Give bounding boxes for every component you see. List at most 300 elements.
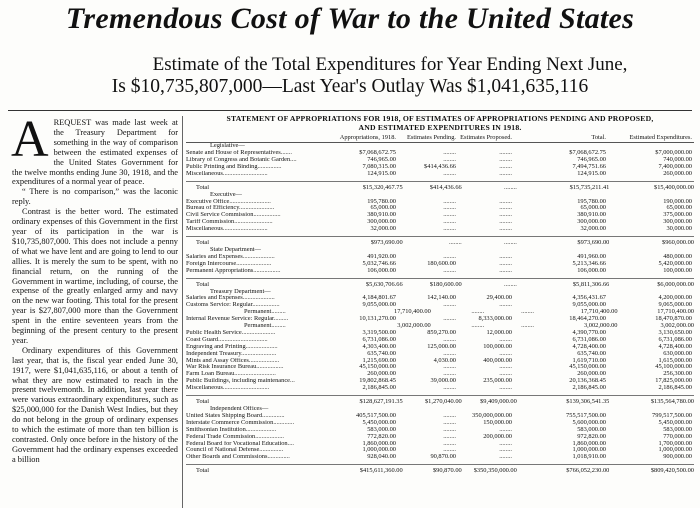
row-label: Independent Treasury...................... [186, 350, 277, 357]
cell-d [522, 247, 612, 254]
cell-d: $139,306,541.35 [566, 399, 610, 406]
cell-c: ........ [499, 205, 512, 212]
cell-d: 32,000.00 [580, 226, 606, 233]
article-paragraph: “ There is no comparison,” was the laconic reply. [12, 187, 178, 207]
header-label-spacer [186, 134, 320, 141]
cell-e: $6,000,000.00 [657, 281, 694, 288]
cell-b: ........ [471, 323, 485, 330]
row-label: State Department— [210, 246, 261, 253]
cell-b: ........ [443, 447, 456, 454]
cell-e: 770,000.00 [663, 433, 692, 440]
row-label: Total [196, 399, 210, 406]
header-total: Total. [591, 134, 606, 141]
row-label: Miscellaneous............................ [186, 226, 268, 233]
cell-b: 859,270.00 [427, 329, 456, 336]
cell-b [411, 247, 468, 254]
row-label: Executive— [210, 191, 242, 198]
cell-a: 32,000.00 [370, 226, 396, 233]
total-separator [186, 178, 694, 182]
cell-d: 18,464,270.00 [569, 316, 606, 323]
table-row [186, 364, 694, 371]
table-row [186, 150, 694, 157]
cell-c [468, 192, 522, 199]
header-appropriations: Appropriations, 1918. [339, 134, 396, 141]
cell-e: 300,000.00 [663, 219, 692, 226]
row-label: Miscellaneous............................ [186, 170, 268, 177]
cell-a: 583,000.00 [367, 426, 396, 433]
cell-e: 900,000.00 [663, 454, 692, 461]
cell-a: 772,820.00 [367, 433, 396, 440]
cell-c: ........ [499, 336, 512, 343]
cell-d: $5,811,306.66 [572, 281, 610, 288]
cell-e: $960,000.00 [662, 240, 694, 247]
cell-a: 5,032,746.66 [362, 260, 396, 267]
dropcap: A [11, 111, 49, 168]
cell-a: $128,627,191.35 [359, 399, 403, 406]
table-section-row [186, 247, 694, 254]
cell-e: 740,000.00 [663, 157, 692, 164]
table-row [186, 330, 694, 337]
row-label: Total [196, 281, 210, 288]
cell-b: ........ [448, 240, 462, 247]
cell-e: 17,710,400.00 [657, 309, 694, 316]
cell-a: $5,630,706.66 [365, 281, 403, 288]
table-row [186, 309, 694, 316]
cell-c [468, 143, 522, 150]
cell-c [468, 406, 522, 413]
header-estimates-proposed: Estimates Proposed. [460, 134, 512, 141]
cell-c: 400,000.00 [483, 357, 512, 364]
cell-a: 4,184,801.67 [362, 295, 396, 302]
cell-a: 3,002,000.00 [397, 323, 431, 330]
cell-d: 300,000.00 [577, 219, 606, 226]
cell-b: 125,000.00 [427, 343, 456, 350]
cell-d: $973,690.00 [577, 240, 610, 247]
cell-a: 491,920.00 [367, 253, 396, 260]
total-separator [186, 461, 694, 465]
row-label: Public Buildings, including maintenance... [186, 378, 295, 385]
cell-b: ........ [443, 150, 456, 157]
header-rule [8, 110, 692, 111]
cell-e: $135,564,780.00 [650, 399, 694, 406]
table-row [186, 226, 694, 233]
cell-e: 799,517,500.00 [652, 412, 692, 419]
row-label: Permanent......... [244, 323, 286, 330]
cell-e: 1,000,000.00 [658, 447, 692, 454]
total-separator [186, 233, 694, 237]
row-label: Permanent......... [244, 309, 286, 316]
cell-e: 7,400,000.00 [658, 163, 692, 170]
cell-c: ........ [499, 226, 512, 233]
cell-d: 583,000.00 [577, 426, 606, 433]
cell-d: 1,619,710.00 [572, 357, 606, 364]
row-label: Permanent Appropriations................. [186, 267, 281, 274]
row-label: Total [196, 240, 210, 247]
cell-b: ........ [443, 253, 456, 260]
row-label: War Risk Insurance Bureau................. [186, 364, 284, 371]
cell-b: $90,870.00 [432, 468, 462, 475]
row-label: Customs Service: Regular................. [186, 302, 280, 309]
cell-c: ........ [521, 309, 534, 316]
cell-c: ........ [499, 371, 512, 378]
cell-d: 1,018,910.00 [572, 454, 606, 461]
cell-d: 380,910.00 [577, 212, 606, 219]
row-label: Other Boards and Commissions.............. [186, 454, 290, 461]
cell-c: $350,350,000.00 [473, 468, 517, 475]
table-section-row [186, 143, 694, 150]
cell-c: ........ [499, 170, 512, 177]
cell-d: 4,390,770.00 [572, 329, 606, 336]
table-row [186, 254, 694, 261]
cell-e: 3,130,650.00 [658, 329, 692, 336]
row-label: Total [196, 468, 210, 475]
row-label: Smithsonian Institution................... [186, 426, 277, 433]
row-label: Executive Office.......................... [186, 198, 271, 205]
row-label: Federal Board for Vocational Education.... [186, 440, 295, 447]
cell-b: ........ [443, 440, 456, 447]
cell-a: 7,080,315.00 [362, 163, 396, 170]
cell-c: 12,000.00 [486, 329, 512, 336]
table-row [186, 199, 694, 206]
cell-c: ........ [521, 323, 534, 330]
row-label: Federal Trade Commission.................. [186, 433, 284, 440]
table-row [186, 171, 694, 178]
cell-d: 5,600,000.00 [572, 419, 606, 426]
cell-a: 1,860,000.00 [362, 440, 396, 447]
cell-b: 90,870.00 [430, 454, 456, 461]
table-title-line-1: STATEMENT OF APPROPRIATIONS FOR 1918, OF ESTIMATES OF APPROPRIATIONS PENDING AND PROPOSED, [226, 114, 654, 123]
cell-a: 4,303,400.00 [362, 343, 396, 350]
cell-a: 2,186,845.00 [362, 385, 396, 392]
table-row [186, 441, 694, 448]
cell-a [338, 406, 411, 413]
cell-c: 200,000.00 [483, 433, 512, 440]
cell-d: 746,965.00 [577, 157, 606, 164]
cell-d: 65,000.00 [580, 205, 606, 212]
cell-e: $7,000,000.00 [655, 150, 692, 157]
cell-d: 5,213,346.66 [572, 260, 606, 267]
cell-d: 972,820.00 [577, 433, 606, 440]
cell-e: 4,728,400.00 [658, 343, 692, 350]
cell-d: 6,731,086.00 [572, 336, 606, 343]
article-paragraph: Ordinary expenditures of this Government last year, that is, the fiscal year ended June 30, 1917, were $1,041,635,116, or about a tenth of what they are now estimated to reach in the present twelvemonth. In addition, last year there were various extraordinary expenditures, such as $25,000,000 for the Danish West Indies, but they do not belong in the group of ordinary expenses to which the estimate of more than ten billion is contrasted. Only once before in the history of the Government had the ordinary expenses exceeded a billion [12, 345, 178, 464]
row-label: Tariff Commission........................ [186, 219, 273, 226]
table-row [186, 323, 694, 330]
cell-e: 4,200,000.00 [658, 295, 692, 302]
cell-b: ........ [443, 419, 456, 426]
row-label: Internal Revenue Service: Regular......... [186, 316, 289, 323]
cell-d: 124,915.00 [577, 170, 606, 177]
cell-a: 17,710,400.00 [394, 309, 431, 316]
cell-b [411, 289, 468, 296]
cell-c: ........ [499, 447, 512, 454]
cell-e: 375,000.00 [663, 212, 692, 219]
row-label: Salaries and Expenses.................... [186, 253, 275, 260]
row-label: Miscellaneous............................. [186, 385, 270, 392]
cell-c: 350,000,000.00 [472, 412, 512, 419]
table-row [186, 219, 694, 226]
table-row [186, 413, 694, 420]
column-rule [182, 116, 183, 508]
cell-b: ........ [443, 198, 456, 205]
cell-b: ........ [443, 219, 456, 226]
cell-c: ........ [499, 150, 512, 157]
table-row [186, 164, 694, 171]
cell-e: 6,731,086.00 [658, 336, 692, 343]
cell-c: ........ [499, 260, 512, 267]
cell-e: 260,000.00 [663, 170, 692, 177]
cell-a: 380,910.00 [367, 212, 396, 219]
cell-b: $1,270,040.00 [424, 399, 462, 406]
cell-b: ........ [443, 433, 456, 440]
cell-c: ........ [499, 385, 512, 392]
table-total-row [186, 468, 694, 475]
table-total-row [186, 185, 694, 192]
article-column [11, 111, 178, 465]
cell-e: 18,470,870.00 [655, 316, 692, 323]
cell-b: ........ [443, 226, 456, 233]
table-title-line-2: AND ESTIMATED EXPENDITURES IN 1918. [358, 123, 522, 132]
cell-b: ........ [443, 212, 456, 219]
cell-a [338, 143, 411, 150]
cell-e: $15,400,000.00 [654, 184, 694, 191]
table-total-row [186, 240, 694, 247]
table-row [186, 337, 694, 344]
cell-b: ........ [443, 170, 456, 177]
table-row [186, 212, 694, 219]
total-separator [186, 392, 694, 396]
cell-a: 9,055,000.00 [362, 302, 396, 309]
cell-d: 4,356,431.67 [572, 295, 606, 302]
cell-b: ........ [443, 412, 456, 419]
cell-c: ........ [499, 253, 512, 260]
cell-b: ........ [443, 371, 456, 378]
cell-d: 2,186,845.00 [572, 385, 606, 392]
cell-a: 106,000.00 [367, 267, 396, 274]
cell-b: ........ [443, 385, 456, 392]
cell-a: 928,040.00 [367, 454, 396, 461]
cell-c: ........ [499, 364, 512, 371]
cell-c: ........ [499, 267, 512, 274]
row-label: Bureau of Efficiency...................... [186, 205, 275, 212]
cell-a: 3,319,500.00 [362, 329, 396, 336]
cell-a: 260,000.00 [367, 371, 396, 378]
cell-c: ........ [499, 163, 512, 170]
table-row [186, 385, 694, 392]
cell-c [468, 289, 522, 296]
cell-d: 106,000.00 [577, 267, 606, 274]
row-label: Mints and Assay Offices................... [186, 357, 280, 364]
cell-d: 7,494,751.66 [572, 163, 606, 170]
row-label: Legislative— [210, 143, 245, 150]
cell-a: 1,215,690.00 [362, 357, 396, 364]
row-label: Coast Guard............................... [186, 336, 268, 343]
cell-b [411, 143, 468, 150]
row-label: Senate and House of Representatives....... [186, 150, 292, 157]
cell-e: 480,000.00 [663, 253, 692, 260]
cell-b: ........ [443, 364, 456, 371]
cell-e: 630,000.00 [663, 350, 692, 357]
article-paragraph: REQUEST was made last week at the Treasury Department for something in the way of comparison between the estimated expenses of the United States Government for the twelve months ending June 30, 1918, and the expenditures of a normal year of peace. [12, 118, 178, 187]
row-label: Public Printing and Binding............... [186, 163, 282, 170]
cell-c: $9,409,000.00 [480, 399, 517, 406]
cell-b: ........ [443, 336, 456, 343]
table-header-row [186, 134, 694, 143]
cell-b [411, 406, 468, 413]
header-estimated-expenditures: Estimated Expenditures. [629, 134, 692, 141]
cell-d: 755,517,500.00 [566, 412, 606, 419]
cell-d [522, 406, 612, 413]
cell-e [612, 192, 694, 199]
row-label: Council of National Defense............... [186, 447, 284, 454]
cell-a: 6,731,086.00 [362, 336, 396, 343]
cell-c: ........ [499, 157, 512, 164]
table-row [186, 378, 694, 385]
table-row [186, 434, 694, 441]
row-label: Total [196, 184, 210, 191]
cell-a: $7,068,672.75 [359, 150, 396, 157]
cell-c: ........ [499, 426, 512, 433]
cell-d: 1,860,000.00 [572, 440, 606, 447]
cell-e: 3,002,000.00 [660, 323, 694, 330]
table-row [186, 268, 694, 275]
cell-b: $414,436.66 [424, 163, 456, 170]
table-total-row [186, 399, 694, 406]
cell-c [468, 247, 522, 254]
cell-a: 10,131,270.00 [359, 316, 396, 323]
cell-b: 180,600.00 [427, 260, 456, 267]
cell-b: ........ [443, 316, 456, 323]
cell-d: 45,150,000.00 [569, 364, 606, 371]
cell-e: 45,100,000.00 [655, 364, 692, 371]
cell-b: ........ [443, 205, 456, 212]
cell-c: ........ [499, 219, 512, 226]
cell-c: ........ [499, 198, 512, 205]
table-row [186, 447, 694, 454]
cell-e: 190,000.00 [663, 198, 692, 205]
row-label: Salaries and Expenses.................... [186, 295, 275, 302]
cell-b: ........ [443, 350, 456, 357]
cell-e: 1,700,000.00 [658, 440, 692, 447]
cell-e: 17,825,000.00 [655, 378, 692, 385]
cell-c: ........ [499, 302, 512, 309]
table-row [186, 302, 694, 309]
table-row [186, 295, 694, 302]
cell-e: 9,065,000.00 [658, 302, 692, 309]
cell-b: ........ [443, 267, 456, 274]
cell-e: 100,000.00 [663, 267, 692, 274]
cell-d: 491,960.00 [577, 253, 606, 260]
cell-a: 65,000.00 [370, 205, 396, 212]
cell-d [522, 143, 612, 150]
cell-e: 2,186,845.00 [658, 385, 692, 392]
cell-a: $15,320,467.75 [362, 184, 403, 191]
table-row [186, 205, 694, 212]
cell-a: 405,517,500.00 [356, 412, 396, 419]
table-section-row [186, 406, 694, 413]
table-row [186, 371, 694, 378]
cell-b: 39,000.00 [430, 378, 456, 385]
header-estimates-pending: Estimates Pending. [407, 134, 456, 141]
table-row [186, 261, 694, 268]
cell-a: $415,611,360.00 [359, 468, 403, 475]
row-label: Civil Service Commission................. [186, 212, 281, 219]
subheadline-1: Estimate of the Total Expenditures for Year Ending Next June, [152, 54, 628, 75]
table-body [186, 143, 694, 475]
cell-e: 256,300.00 [663, 371, 692, 378]
table-row [186, 454, 694, 461]
cell-a: 195,780.00 [367, 198, 396, 205]
cell-d: $15,735,211.41 [569, 184, 610, 191]
cell-a [338, 289, 411, 296]
cell-e [612, 247, 694, 254]
row-label: Interstate Commerce Commission............. [186, 419, 295, 426]
table-row [186, 316, 694, 323]
cell-d: $766,052,230.00 [566, 468, 610, 475]
cell-d: 1,000,000.00 [572, 447, 606, 454]
headline: Tremendous Cost of War to the United States [65, 2, 635, 35]
cell-e: 65,000.00 [666, 205, 692, 212]
subheadline-2: Is $10,735,807,000—Last Year's Outlay Was $1,041,635,116 [111, 76, 589, 97]
cell-c: 150,000.00 [483, 419, 512, 426]
table-section-row [186, 192, 694, 199]
cell-a: 5,450,000.00 [362, 419, 396, 426]
cell-d: $7,068,672.75 [569, 150, 606, 157]
cell-d [522, 289, 612, 296]
cell-b: ........ [471, 309, 485, 316]
cell-d: 20,136,368.45 [569, 378, 606, 385]
cell-a: $973,690.00 [370, 240, 403, 247]
cell-a: 124,915.00 [367, 170, 396, 177]
cell-d: 3,002,000.00 [583, 323, 618, 330]
cell-e: 583,000.00 [663, 426, 692, 433]
cell-c: ........ [499, 212, 512, 219]
row-label: Library of Congress and Botanic Garden.... [186, 157, 297, 164]
cell-d: 4,728,400.00 [572, 343, 606, 350]
cell-e: 5,450,000.00 [658, 419, 692, 426]
cell-a: 746,965.00 [367, 157, 396, 164]
row-label: Engraving and Printing.................... [186, 343, 278, 350]
cell-e: 1,615,000.00 [658, 357, 692, 364]
cell-c: 235,000.00 [483, 378, 512, 385]
cell-b: 4,030.00 [433, 357, 456, 364]
cell-a: 635,740.00 [367, 350, 396, 357]
cell-b: ........ [443, 157, 456, 164]
table-row [186, 157, 694, 164]
cell-d: 9,055,000.00 [572, 302, 606, 309]
cell-e [612, 289, 694, 296]
cell-a [338, 247, 411, 254]
cell-c: 100,000.00 [483, 343, 512, 350]
table-row [186, 358, 694, 365]
cell-e: 30,000.00 [666, 226, 692, 233]
row-label: Independent Offices— [210, 406, 269, 413]
cell-c: ........ [504, 184, 517, 191]
cell-b: $180,600.00 [429, 281, 462, 288]
cell-d: 195,780.00 [577, 198, 606, 205]
cell-b: ........ [443, 302, 456, 309]
cell-d: 260,000.00 [577, 371, 606, 378]
cell-c: 29,400.00 [486, 295, 512, 302]
cell-e: $809,420,500.00 [650, 468, 694, 475]
cell-a: 19,802,868.45 [359, 378, 396, 385]
cell-a: 300,000.00 [367, 219, 396, 226]
row-label: Treasury Department— [210, 288, 271, 295]
cell-b: $414,436.66 [429, 184, 462, 191]
table-row [186, 427, 694, 434]
appropriations-table [186, 114, 694, 475]
cell-b: 142,140.00 [427, 295, 456, 302]
